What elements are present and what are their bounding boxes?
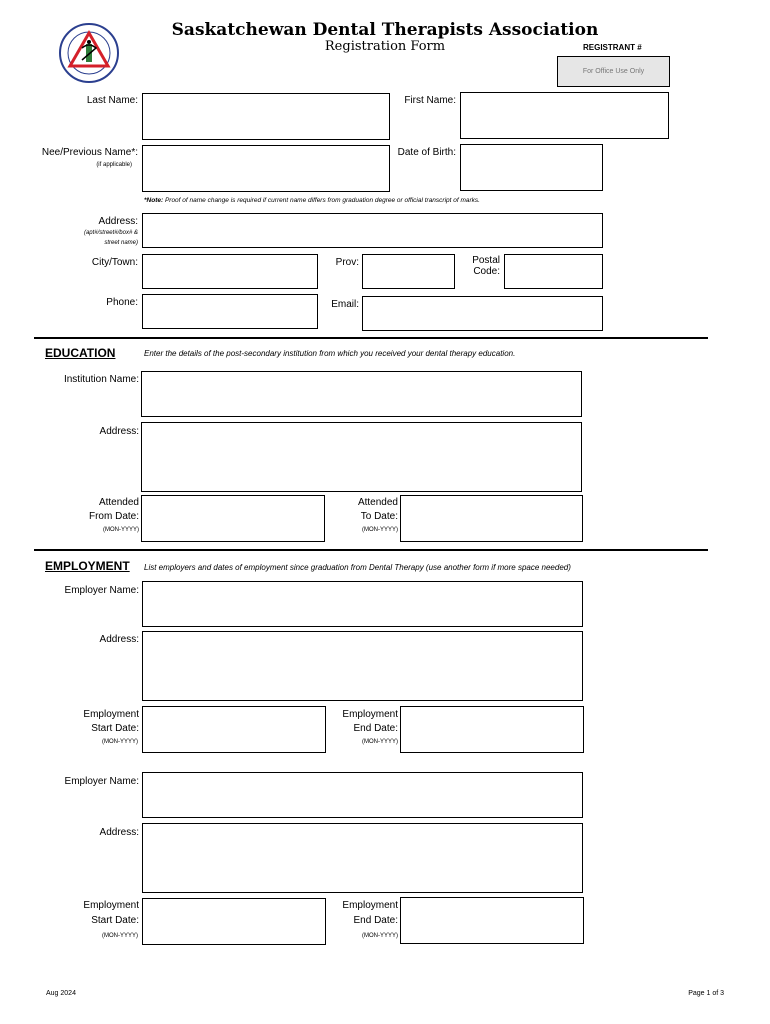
- employer-1-start-field[interactable]: [142, 706, 326, 753]
- first-name-field[interactable]: [460, 92, 669, 139]
- attended-to-field[interactable]: [400, 495, 583, 542]
- employer-1-start-label-2: Start Date:: [91, 723, 139, 734]
- name-change-note: [144, 197, 480, 204]
- nee-sublabel: (if applicable): [96, 162, 132, 168]
- employer-2-name-label: Employer Name:: [64, 776, 139, 787]
- employer-2-start-label-1: Employment: [83, 900, 139, 911]
- last-name-label: Last Name:: [86, 95, 138, 106]
- employer-1-start-format: (MON-YYYY): [102, 739, 138, 745]
- employer-2-address-field[interactable]: [142, 823, 583, 893]
- phone-field[interactable]: [142, 294, 318, 329]
- note-bold: *Note:: [144, 197, 164, 204]
- education-address-field[interactable]: [141, 422, 582, 492]
- institution-label: Institution Name:: [63, 374, 139, 385]
- form-title: Saskatchewan Dental Therapists Association: [171, 20, 599, 40]
- employer-2-start-field[interactable]: [142, 898, 326, 945]
- registrant-label: REGISTRANT #: [583, 43, 642, 52]
- employment-divider: [34, 549, 708, 551]
- attended-from-field[interactable]: [141, 495, 325, 542]
- attended-from-label-2: From Date:: [88, 511, 139, 522]
- employer-1-end-format: (MON-YYYY): [362, 739, 398, 745]
- postal-label-2: Code:: [473, 266, 500, 277]
- footer-page: Page 1 of 3: [688, 990, 724, 997]
- employer-1-start-label-1: Employment: [83, 709, 139, 720]
- employer-1-address-field[interactable]: [142, 631, 583, 701]
- last-name-field[interactable]: [142, 93, 390, 140]
- city-label: City/Town:: [91, 257, 138, 268]
- email-field[interactable]: [362, 296, 603, 331]
- city-field[interactable]: [142, 254, 318, 289]
- footer-date: Aug 2024: [46, 990, 76, 997]
- phone-label: Phone:: [106, 297, 138, 308]
- employer-2-name-field[interactable]: [142, 772, 583, 818]
- employment-heading: EMPLOYMENT: [45, 559, 130, 573]
- education-address-label: Address:: [99, 426, 139, 437]
- employer-2-end-format: (MON-YYYY): [362, 933, 398, 939]
- address-sublabel-1: (apt#/street#/box# &: [83, 230, 138, 236]
- employer-2-end-label-2: End Date:: [353, 915, 398, 926]
- employer-1-end-label-2: End Date:: [353, 723, 398, 734]
- dob-label: Date of Birth:: [397, 147, 456, 158]
- institution-field[interactable]: [141, 371, 582, 417]
- attended-to-label-1: Attended: [357, 497, 398, 508]
- attended-from-label-1: Attended: [98, 497, 139, 508]
- address-sublabel-2: street name): [104, 240, 138, 246]
- education-description: Enter the details of the post-secondary institution from which you received your dental therapy education.: [144, 349, 516, 358]
- employer-2-start-format: (MON-YYYY): [102, 933, 138, 939]
- attended-to-label-2: To Date:: [360, 511, 398, 522]
- postal-code-field[interactable]: [504, 254, 603, 289]
- dob-field[interactable]: [460, 144, 603, 191]
- education-divider: [34, 337, 708, 339]
- nee-field[interactable]: [142, 145, 390, 192]
- employer-1-address-label: Address:: [99, 634, 139, 645]
- employer-1-name-label: Employer Name:: [64, 585, 139, 596]
- first-name-label: First Name:: [404, 95, 456, 106]
- postal-label-1: Postal: [472, 255, 500, 266]
- address-field[interactable]: [142, 213, 603, 248]
- note-text: Proof of name change is required if current name differs from graduation degree or official transcript of marks.: [163, 197, 480, 204]
- from-date-format: (MON-YYYY): [103, 527, 139, 533]
- email-label: Email:: [331, 299, 359, 310]
- association-logo: [58, 22, 120, 84]
- address-label: Address:: [98, 216, 138, 227]
- employer-2-end-label-1: Employment: [342, 900, 398, 911]
- employer-1-name-field[interactable]: [142, 581, 583, 627]
- employer-1-end-label-1: Employment: [342, 709, 398, 720]
- employer-2-end-field[interactable]: [400, 897, 584, 944]
- office-use-box: [557, 56, 670, 87]
- employer-1-end-field[interactable]: [400, 706, 584, 753]
- employment-description: List employers and dates of employment since graduation from Dental Therapy (use another form if more space needed): [144, 563, 571, 572]
- employer-2-start-label-2: Start Date:: [91, 915, 139, 926]
- prov-label: Prov:: [335, 257, 359, 268]
- education-heading: EDUCATION: [45, 346, 116, 360]
- form-subtitle: Registration Form: [324, 39, 446, 54]
- office-use-label: For Office Use Only: [582, 68, 645, 75]
- to-date-format: (MON-YYYY): [362, 527, 398, 533]
- employer-2-address-label: Address:: [99, 827, 139, 838]
- nee-label: Nee/Previous Name*:: [41, 147, 138, 158]
